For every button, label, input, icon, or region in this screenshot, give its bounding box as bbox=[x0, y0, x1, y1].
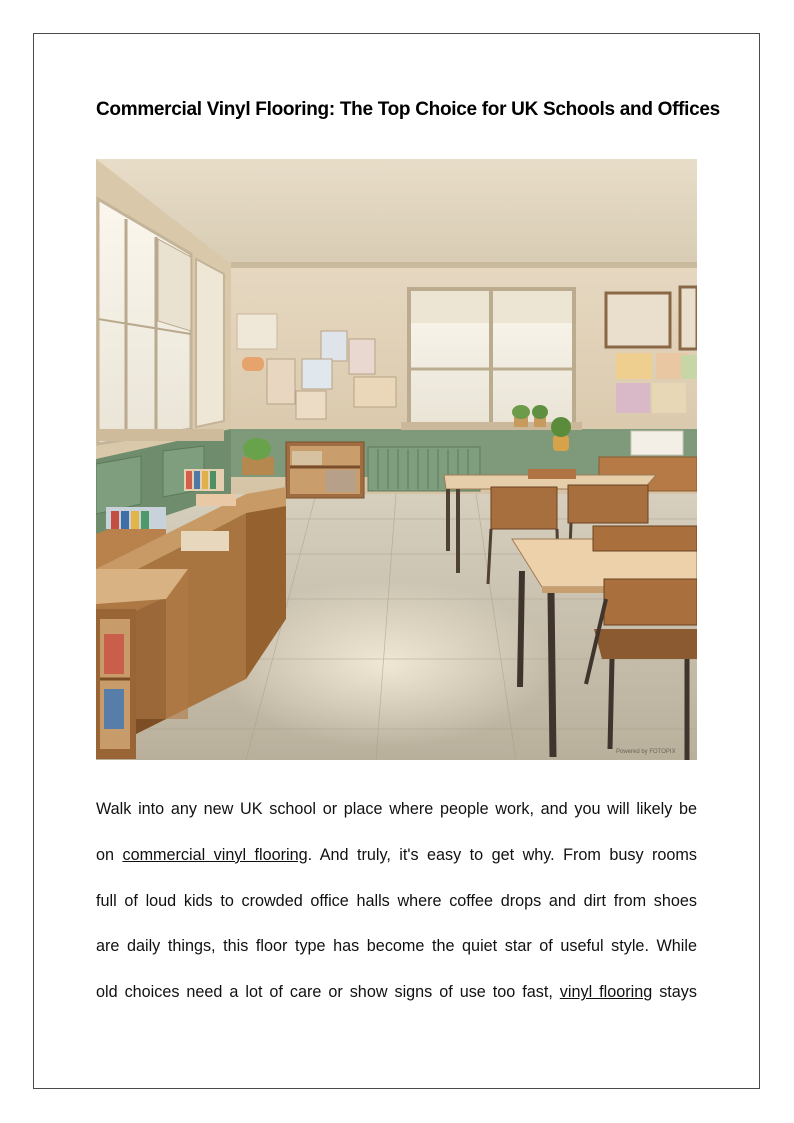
body-paragraph bbox=[96, 796, 697, 1025]
classroom-photo bbox=[96, 159, 697, 760]
paragraph-line-1: Walk into any new UK school or place where people work, and you will likely be bbox=[96, 800, 697, 818]
paragraph-line-2 bbox=[96, 842, 697, 888]
vinyl-flooring-link[interactable]: vinyl flooring bbox=[559, 983, 653, 1002]
paragraph-line-5-text: old choices need a lot of care or show signs of use too fast, bbox=[96, 983, 560, 1002]
photo-watermark: Powered by FOTOPIX bbox=[616, 749, 676, 755]
paragraph-line-2-text: on bbox=[96, 845, 123, 864]
paragraph-line-5 bbox=[96, 979, 697, 1025]
commercial-vinyl-flooring-link[interactable]: commercial vinyl flooring bbox=[122, 845, 308, 864]
paragraph-line-2-text-end: . And truly, it's easy to get why. From busy rooms bbox=[307, 845, 697, 864]
paragraph-line-4: are daily things, this floor type has become the quiet star of useful style. While bbox=[96, 937, 697, 956]
document-title: Commercial Vinyl Flooring: The Top Choice for UK Schools and Offices bbox=[96, 99, 720, 120]
paragraph-line-5-text-end: stays bbox=[652, 983, 697, 1002]
paragraph-line-3: full of loud kids to crowded office halls where coffee drops and dirt from shoes bbox=[96, 891, 697, 910]
